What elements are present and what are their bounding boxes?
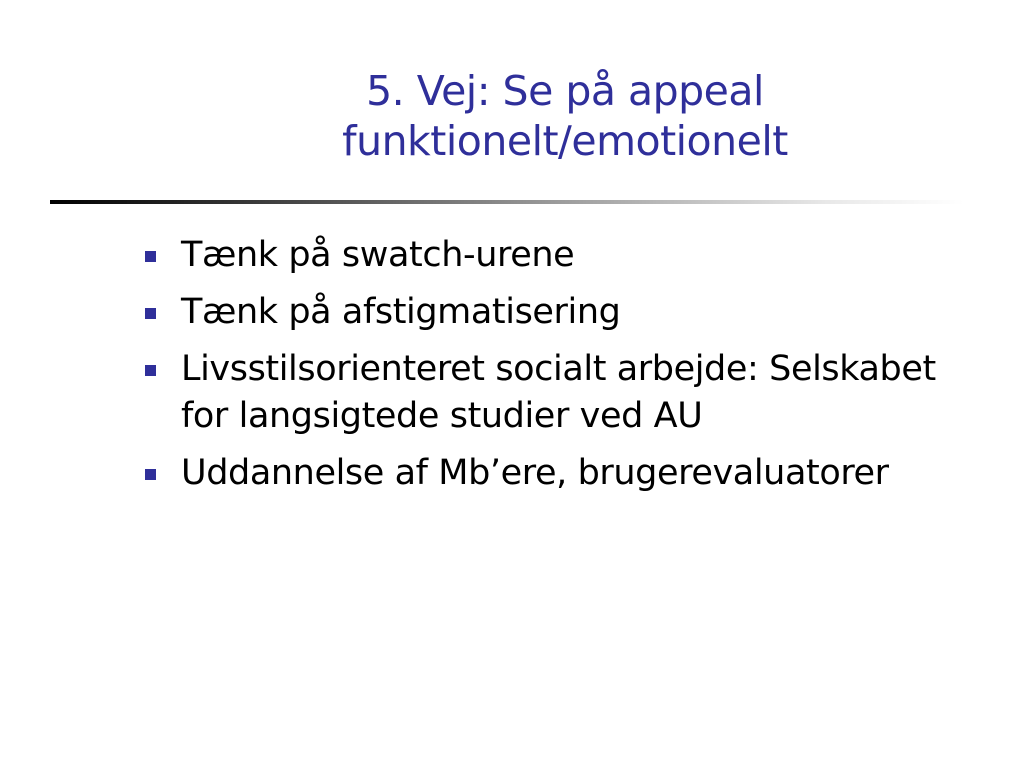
square-bullet-icon [145, 469, 156, 480]
bullet-text: Tænk på swatch-urene [181, 235, 575, 275]
bullet-text: Uddannelse af Mb’ere, brugerevaluatorer [181, 453, 889, 493]
bullet-text: Tænk på afstigmatisering [181, 292, 621, 332]
title-divider [50, 200, 964, 204]
square-bullet-icon [145, 251, 156, 262]
square-bullet-icon [145, 365, 156, 376]
bullet-item [145, 232, 945, 279]
square-bullet-icon [145, 308, 156, 319]
bullet-list [145, 232, 945, 507]
slide-title-line: 5. Vej: Se på appeal [366, 67, 764, 115]
bullet-item [145, 450, 945, 497]
bullet-text: Livsstilsorienteret socialt arbejde: Selskabet for langsigtede studier ved AU [181, 349, 936, 436]
slide-title-line: funktionelt/emotionelt [342, 117, 788, 165]
bullet-item [145, 289, 945, 336]
slide-title [150, 66, 980, 166]
bullet-item [145, 346, 945, 440]
